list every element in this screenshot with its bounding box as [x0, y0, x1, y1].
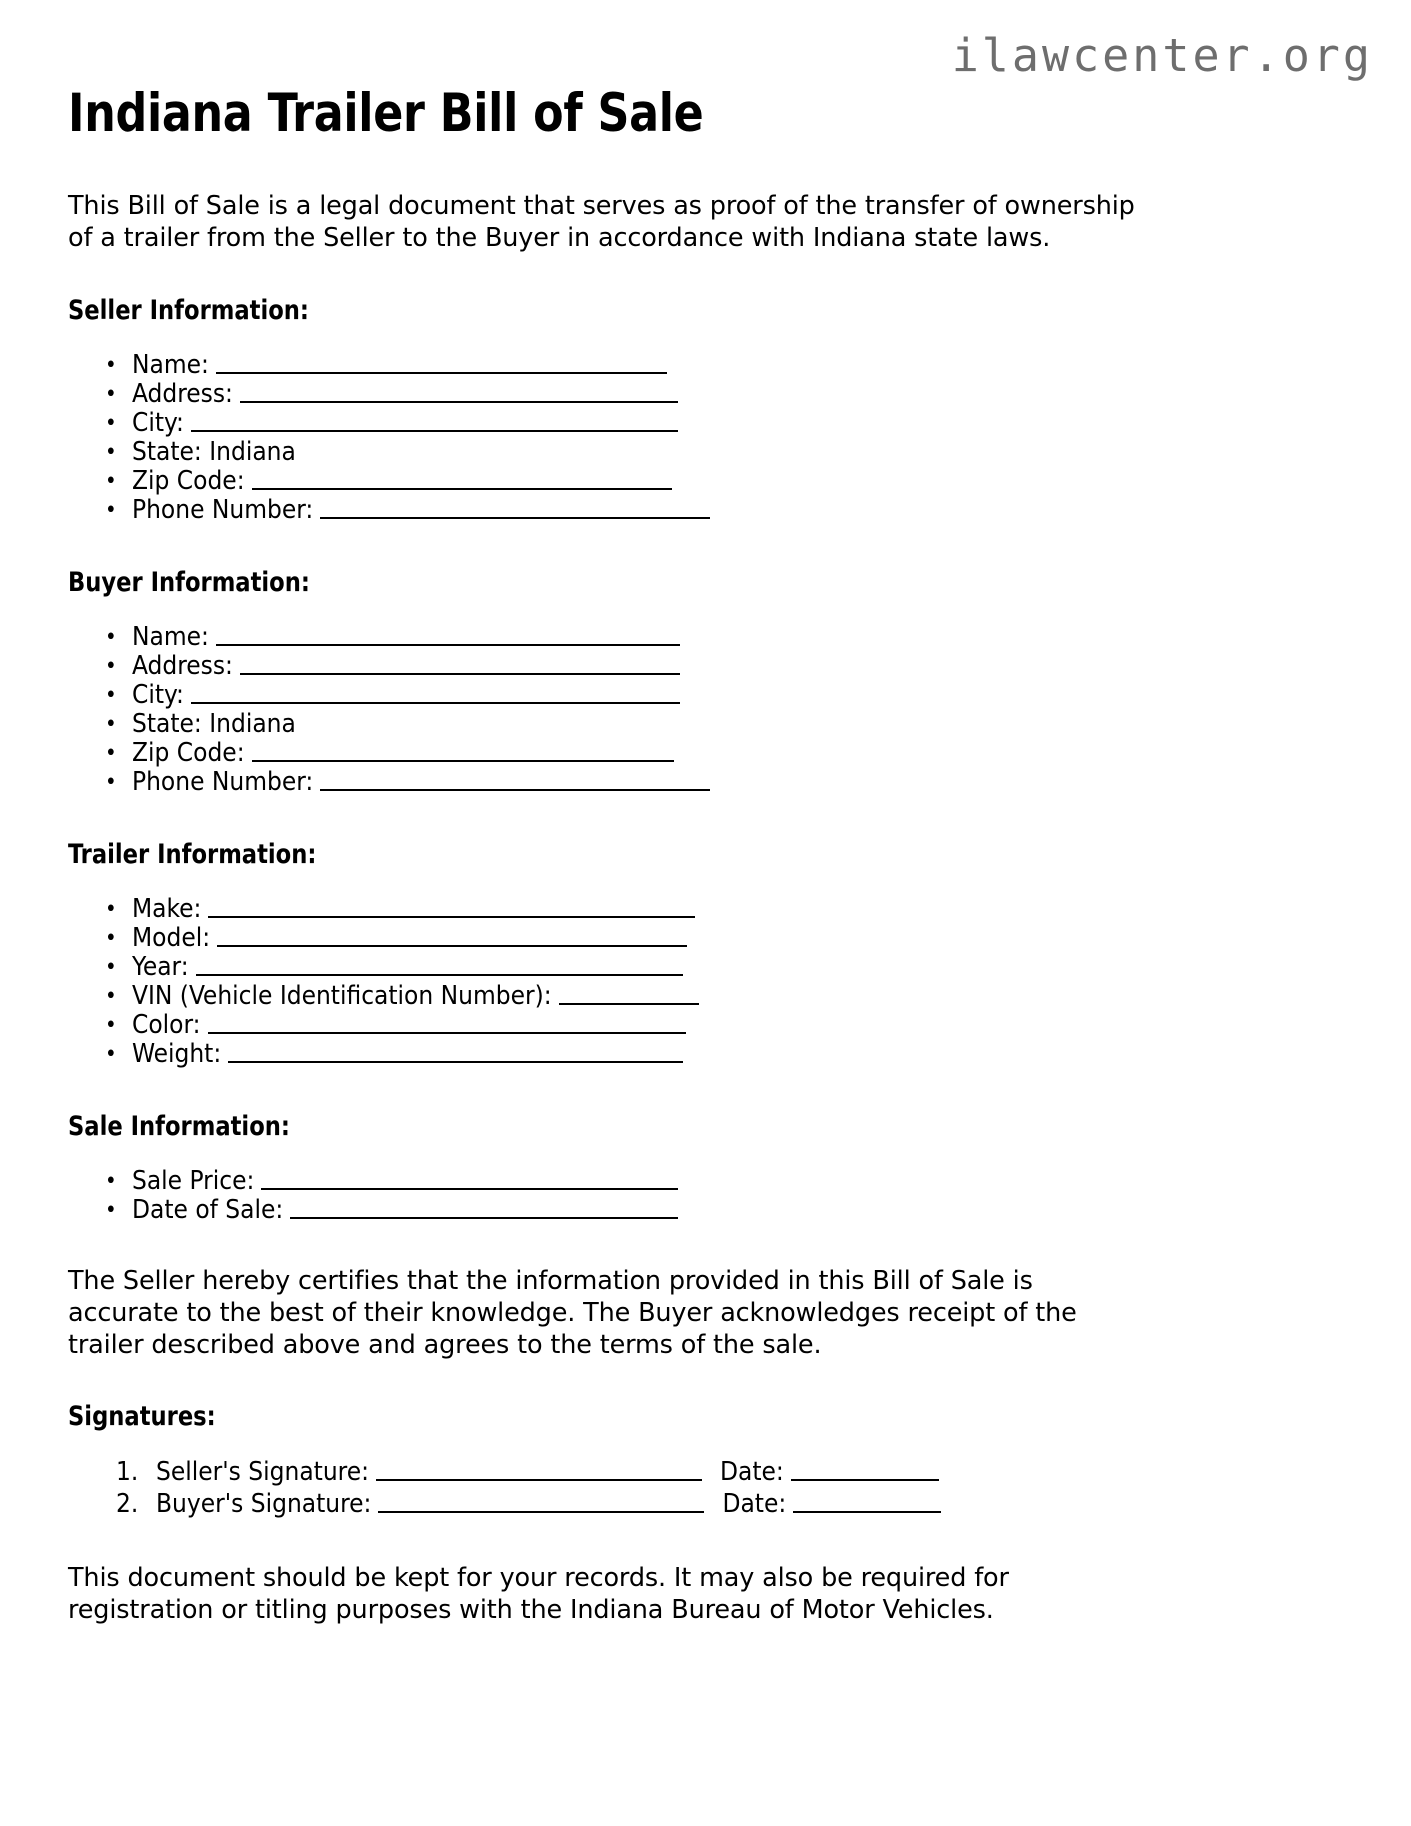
field-label-phone-number: Phone Number: [132, 495, 314, 526]
seller-field-list [68, 351, 1343, 525]
field-blank-year[interactable] [196, 955, 683, 976]
list-item-seller-state [132, 438, 1343, 467]
list-item-buyer-state [132, 710, 1343, 739]
field-label-color: Color: [132, 1009, 201, 1040]
list-item-buyer-city [132, 681, 1343, 710]
field-label-city: City: [132, 408, 184, 439]
list-item-sale-price [132, 1167, 1343, 1196]
field-label-seller-signature: Seller's Signature: [156, 1457, 369, 1488]
field-label-buyer-date: Date: [722, 1489, 787, 1520]
trailer-field-list [68, 895, 1343, 1069]
field-value-buyer-state: Indiana [209, 708, 296, 739]
field-blank-buyer-date[interactable] [793, 1492, 941, 1513]
buyer-field-list [68, 623, 1343, 797]
records-paragraph: This document should be kept for your records. It may also be required for registration or titling purposes with the Indiana Bureau of Motor Vehicles. [68, 1563, 1009, 1626]
field-blank-color[interactable] [208, 1013, 686, 1034]
section-heading-buyer: Buyer Information: [68, 567, 310, 599]
field-blank-phone-number[interactable] [320, 498, 710, 519]
field-blank-buyer-address[interactable] [240, 654, 680, 675]
signature-list [68, 1456, 1343, 1520]
list-item-trailer-color [132, 1011, 1343, 1040]
field-label-buyer-address: Address: [132, 650, 233, 681]
certification-paragraph: The Seller hereby certifies that the information provided in this Bill of Sale is accurate to the best of their knowledge. The Buyer acknowledges receipt of the trailer described above and agrees to the terms of the sale. [68, 1265, 1077, 1360]
field-blank-name[interactable] [216, 353, 667, 374]
field-label-buyer-name: Name: [132, 621, 209, 652]
field-value-state: Indiana [209, 437, 296, 468]
field-blank-address[interactable] [240, 382, 678, 403]
field-blank-vin[interactable] [559, 984, 699, 1005]
field-label-weight: Weight: [132, 1038, 222, 1069]
field-blank-buyer-signature[interactable] [378, 1492, 704, 1513]
field-blank-seller-signature[interactable] [376, 1460, 702, 1481]
field-label-buyer-signature: Buyer's Signature: [156, 1489, 372, 1520]
field-blank-sale-price[interactable] [261, 1169, 678, 1190]
field-label-buyer-city: City: [132, 679, 184, 710]
list-item-seller-address [132, 380, 1343, 409]
field-blank-buyer-phone-number[interactable] [320, 770, 710, 791]
list-item-buyer-phone [132, 768, 1343, 797]
field-label-buyer-state: State: [132, 708, 202, 739]
list-item-seller-zip [132, 467, 1343, 496]
field-label-vin: VIN (Vehicle Identification Number): [132, 980, 552, 1011]
page-title: Indiana Trailer Bill of Sale [68, 83, 704, 144]
field-blank-make[interactable] [208, 897, 695, 918]
list-item-trailer-vin [132, 982, 1343, 1011]
field-label-sale-price: Sale Price: [132, 1165, 255, 1196]
field-label-buyer-phone-number: Phone Number: [132, 766, 314, 797]
field-blank-buyer-city[interactable] [191, 683, 680, 704]
field-label-seller-date: Date: [719, 1457, 784, 1488]
field-blank-model[interactable] [217, 926, 687, 947]
list-item-buyer-zip [132, 739, 1343, 768]
list-item-seller-city [132, 409, 1343, 438]
sale-field-list [68, 1167, 1343, 1225]
list-item-seller-phone [132, 496, 1343, 525]
section-heading-seller: Seller Information: [68, 295, 309, 327]
field-blank-buyer-zip-code[interactable] [252, 741, 674, 762]
field-label-zip-code: Zip Code: [132, 466, 245, 497]
field-label-buyer-zip-code: Zip Code: [132, 737, 245, 768]
list-item-buyer-address [132, 652, 1343, 681]
list-item-seller-signature [156, 1456, 1343, 1488]
field-label-model: Model: [132, 922, 211, 953]
list-item-buyer-name [132, 623, 1343, 652]
section-heading-trailer: Trailer Information: [68, 838, 317, 870]
field-label-date-of-sale: Date of Sale: [132, 1194, 284, 1225]
section-heading-signatures: Signatures: [68, 1400, 216, 1432]
list-item-date-of-sale [132, 1196, 1343, 1225]
field-label-state: State: [132, 437, 202, 468]
field-label-year: Year: [132, 951, 189, 982]
field-blank-date-of-sale[interactable] [290, 1198, 678, 1219]
list-item-trailer-make [132, 895, 1343, 924]
field-blank-city[interactable] [191, 411, 678, 432]
list-item-trailer-model [132, 924, 1343, 953]
field-label-address: Address: [132, 379, 233, 410]
field-blank-zip-code[interactable] [252, 469, 672, 490]
field-label-name: Name: [132, 350, 209, 381]
intro-paragraph: This Bill of Sale is a legal document that serves as proof of the transfer of ownership of a trailer from the Seller to the Buyer in accordance with Indiana state laws. [68, 191, 1135, 254]
list-item-trailer-year [132, 953, 1343, 982]
field-blank-seller-date[interactable] [791, 1460, 939, 1481]
list-item-buyer-signature [156, 1488, 1343, 1520]
list-item-seller-name [132, 351, 1343, 380]
site-watermark: ilawcenter.org [951, 29, 1373, 82]
field-blank-weight[interactable] [228, 1042, 683, 1063]
field-label-make: Make: [132, 893, 202, 924]
list-item-trailer-weight [132, 1040, 1343, 1069]
section-heading-sale: Sale Information: [68, 1110, 290, 1142]
field-blank-buyer-name[interactable] [216, 625, 680, 646]
